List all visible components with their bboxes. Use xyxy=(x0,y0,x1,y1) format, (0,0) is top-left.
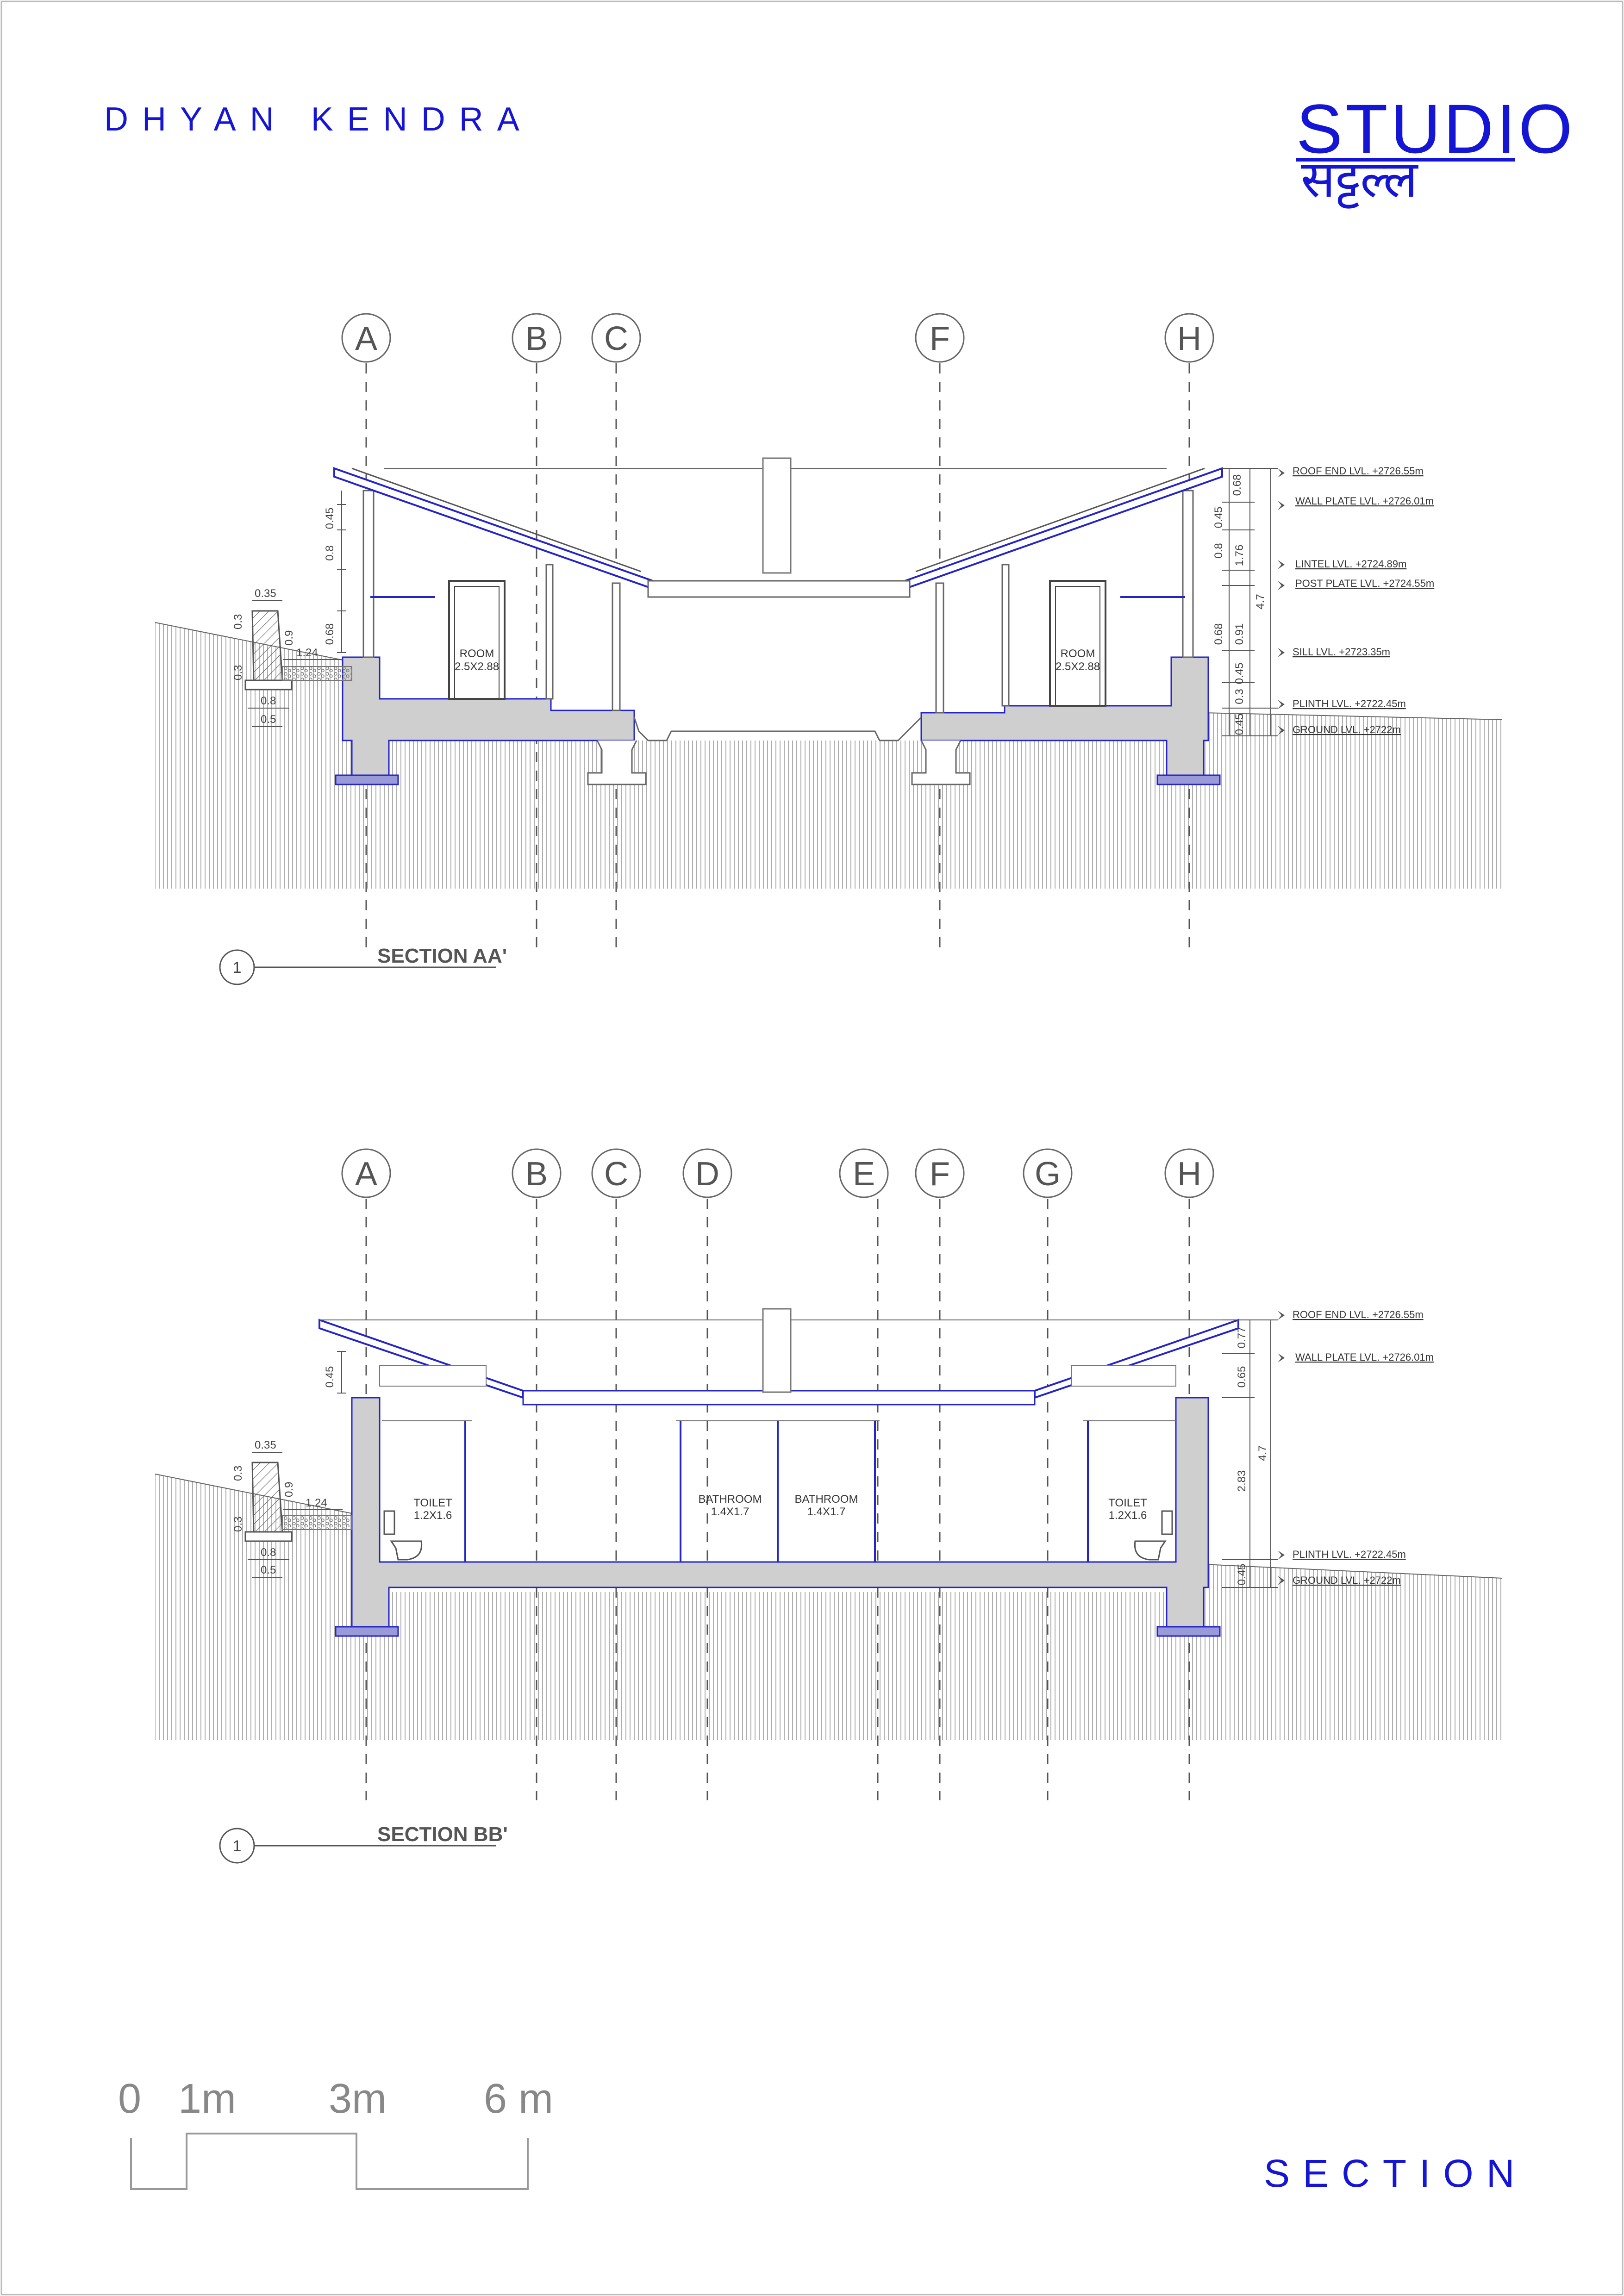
door-right xyxy=(1050,581,1106,706)
grid-label-bb-e: E xyxy=(852,1156,875,1193)
ret-dim-03a: 0.3 xyxy=(232,614,244,629)
ret-bb-08: 0.8 xyxy=(261,1546,276,1559)
right-dim-08: 0.8 xyxy=(1212,543,1225,559)
ret-dim-09: 0.9 xyxy=(283,630,295,646)
chimney-aa xyxy=(763,458,791,573)
right-dim-045a: 0.45 xyxy=(1212,506,1225,529)
footing-bb-right xyxy=(1157,1627,1220,1636)
bathroom-label-1: BATHROOM xyxy=(698,1493,762,1506)
level-post-plate-aa: POST PLATE LVL. +2724.55m xyxy=(1295,578,1435,589)
grid-label-f: F xyxy=(930,320,950,357)
right-dim-068b: 0.68 xyxy=(1212,623,1225,645)
section-aa-number: 1 xyxy=(232,959,242,977)
grid-label-bb-a: A xyxy=(355,1156,378,1193)
level-markers-aa xyxy=(1278,468,1285,735)
ret-bb-05: 0.5 xyxy=(261,1564,276,1576)
right-dim-bb-065: 0.65 xyxy=(1236,1366,1248,1388)
ret-bb-09: 0.9 xyxy=(283,1481,295,1497)
level-lintel-aa: LINTEL LVL. +2724.89m xyxy=(1295,558,1407,570)
retaining-wall-aa xyxy=(252,611,282,680)
level-ground-bb: GROUND LVL. +2722m xyxy=(1293,1574,1401,1586)
footing-right xyxy=(1157,775,1220,784)
scale-bar xyxy=(118,2076,553,2189)
level-roof-end-bb: ROOF END LVL. +2726.55m xyxy=(1293,1309,1424,1320)
scale-label-3m: 3m xyxy=(329,2076,387,2122)
bathroom-label-2: BATHROOM xyxy=(794,1493,858,1506)
left-dimensions-aa xyxy=(337,491,346,653)
section-bb-drawing xyxy=(155,1149,1502,1863)
chimney-bb xyxy=(763,1309,791,1392)
ret-bb-03b: 0.3 xyxy=(232,1516,244,1532)
courtyard-floor xyxy=(634,717,921,740)
room-size-left: 2.5X2.88 xyxy=(454,660,500,673)
wall-f xyxy=(936,583,943,713)
grid-label-bb-b: B xyxy=(525,1156,548,1193)
room-label-right: ROOM xyxy=(1060,647,1095,660)
left-dim-3: 0.68 xyxy=(324,623,336,645)
right-dim-bb-47: 4.7 xyxy=(1256,1445,1269,1461)
level-plinth-aa: PLINTH LVL. +2722.45m xyxy=(1293,698,1406,709)
right-dim-bb-045: 0.45 xyxy=(1236,1563,1248,1586)
studio-logo xyxy=(1296,90,1575,209)
right-dimensions-aa xyxy=(1222,468,1278,736)
retaining-wall-bb xyxy=(252,1462,282,1532)
grid-label-b: B xyxy=(525,320,548,357)
grid-label-bb-c: C xyxy=(604,1156,628,1193)
right-dim-47: 4.7 xyxy=(1254,594,1267,610)
grid-label-a: A xyxy=(355,320,378,357)
grid-bubbles xyxy=(342,314,1213,362)
grid-label-h: H xyxy=(1177,320,1201,357)
roof-right xyxy=(905,468,1222,589)
toilet-size-right: 1.2X1.6 xyxy=(1108,1509,1147,1522)
wall-b xyxy=(546,565,553,699)
ret-dim-05: 0.5 xyxy=(261,713,276,726)
ret-bb-03a: 0.3 xyxy=(232,1465,244,1481)
door-left xyxy=(449,581,505,699)
level-wall-plate-bb: WALL PLATE LVL. +2726.01m xyxy=(1295,1351,1434,1363)
bathroom-size-2: 1.4X1.7 xyxy=(807,1506,846,1518)
roof-left xyxy=(334,468,653,589)
skylight-beam xyxy=(648,581,910,597)
wall-a xyxy=(363,491,374,657)
scale-bar-line xyxy=(131,2134,528,2189)
left-dim-bb: 0.45 xyxy=(324,1366,336,1388)
level-roof-end-aa: ROOF END LVL. +2726.55m xyxy=(1293,465,1424,477)
right-dim-bb-077: 0.77 xyxy=(1236,1326,1248,1349)
footing-bb-left xyxy=(336,1627,398,1636)
grid-label-bb-f: F xyxy=(930,1156,950,1193)
ret-dim-124: 1.24 xyxy=(296,647,318,659)
toilet-label-right: TOILET xyxy=(1108,1497,1147,1509)
footing-left xyxy=(336,775,398,784)
ret-dim-03b: 0.3 xyxy=(232,665,244,680)
ret-bb-035: 0.35 xyxy=(255,1439,276,1451)
left-dim-2: 0.8 xyxy=(324,545,336,561)
ret-bb-124: 1.24 xyxy=(306,1497,327,1509)
scale-label-1m: 1m xyxy=(178,2076,237,2122)
left-dim-1: 0.45 xyxy=(324,507,336,529)
grid-label-bb-g: G xyxy=(1034,1156,1061,1193)
right-dimensions-bb xyxy=(1222,1320,1278,1587)
gravel-drain-aa xyxy=(282,666,352,680)
grid-label-c: C xyxy=(604,320,628,357)
scale-label-0: 0 xyxy=(118,2076,142,2122)
gravel-drain-bb xyxy=(282,1516,352,1530)
level-plinth-bb: PLINTH LVL. +2722.45m xyxy=(1293,1549,1406,1560)
room-label-left: ROOM xyxy=(459,647,494,660)
grid-label-bb-h: H xyxy=(1177,1156,1201,1193)
level-sill-aa: SILL LVL. +2723.35m xyxy=(1293,646,1390,658)
room-size-right: 2.5X2.88 xyxy=(1055,660,1100,673)
wall-g xyxy=(1002,565,1009,706)
grid-label-bb-d: D xyxy=(695,1156,719,1193)
right-dim-03: 0.3 xyxy=(1233,689,1246,704)
level-wall-plate-aa: WALL PLATE LVL. +2726.01m xyxy=(1295,495,1434,507)
toilet-size-left: 1.2X1.6 xyxy=(413,1509,452,1522)
wall-h xyxy=(1183,491,1193,657)
right-dim-bb-283: 2.83 xyxy=(1236,1470,1248,1492)
logo-studio-text: STUDIO xyxy=(1296,90,1575,168)
section-aa-drawing xyxy=(155,314,1502,984)
right-dim-045b: 0.45 xyxy=(1233,662,1246,684)
sheet-title: SECTION xyxy=(1264,2152,1528,2195)
scale-label-6m: 6 m xyxy=(484,2076,554,2122)
right-dim-176: 1.76 xyxy=(1233,544,1246,566)
section-bb-title: SECTION BB' xyxy=(377,1823,508,1846)
ret-dim-08: 0.8 xyxy=(261,695,276,707)
right-dim-068a: 0.68 xyxy=(1231,474,1243,496)
level-ground-aa: GROUND LVL. +2722m xyxy=(1293,724,1401,735)
logo-devanagari-text: सट्टल्ल xyxy=(1301,151,1418,208)
section-bb-number: 1 xyxy=(232,1837,242,1855)
right-dim-045c: 0.45 xyxy=(1233,713,1246,735)
wall-c xyxy=(612,583,620,710)
project-title: DHYAN KENDRA xyxy=(104,101,533,138)
ret-dim-035: 0.35 xyxy=(255,587,276,600)
right-dim-091: 0.91 xyxy=(1233,623,1246,645)
sheet-border xyxy=(1,1,1623,2295)
toilet-label-left: TOILET xyxy=(413,1497,452,1509)
bathroom-size-1: 1.4X1.7 xyxy=(711,1506,750,1518)
section-aa-title: SECTION AA' xyxy=(377,945,507,967)
